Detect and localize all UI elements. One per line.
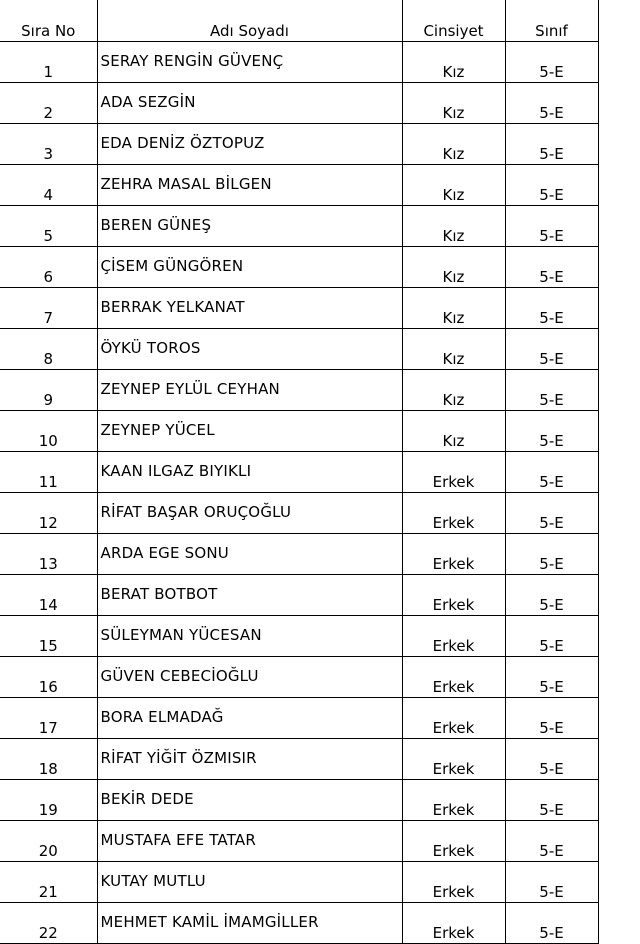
class-cell: 5-E — [505, 124, 598, 165]
gender-cell: Kız — [402, 370, 505, 411]
header-sinif: Sınıf — [505, 0, 598, 42]
gender-cell: Kız — [402, 288, 505, 329]
header-sira-no: Sıra No — [0, 0, 97, 42]
header-adi-soyadi: Adı Soyadı — [97, 0, 402, 42]
student-name-cell: RİFAT BAŞAR ORUÇOĞLU — [97, 493, 402, 534]
table-row — [0, 411, 640, 452]
row-number-cell: 9 — [0, 370, 97, 411]
row-number-cell: 4 — [0, 165, 97, 206]
row-number-cell: 3 — [0, 124, 97, 165]
table-row — [0, 903, 640, 944]
row-number-cell: 17 — [0, 698, 97, 739]
table-row — [0, 862, 640, 903]
table-row — [0, 452, 640, 493]
row-spacer — [598, 206, 640, 247]
header-row — [0, 0, 640, 42]
gender-cell: Erkek — [402, 493, 505, 534]
row-number-cell: 11 — [0, 452, 97, 493]
row-spacer — [598, 575, 640, 616]
row-spacer — [598, 739, 640, 780]
roster-body — [0, 42, 640, 944]
student-name-cell: SERAY RENGİN GÜVENÇ — [97, 42, 402, 83]
table-row — [0, 780, 640, 821]
gender-cell: Kız — [402, 124, 505, 165]
student-name-cell: EDA DENİZ ÖZTOPUZ — [97, 124, 402, 165]
student-name-cell: BEKİR DEDE — [97, 780, 402, 821]
student-name-cell: BORA ELMADAĞ — [97, 698, 402, 739]
table-row — [0, 534, 640, 575]
class-cell: 5-E — [505, 534, 598, 575]
table-row — [0, 575, 640, 616]
row-number-cell: 8 — [0, 329, 97, 370]
gender-cell: Kız — [402, 206, 505, 247]
gender-cell: Erkek — [402, 780, 505, 821]
row-spacer — [598, 698, 640, 739]
row-spacer — [598, 83, 640, 124]
class-cell: 5-E — [505, 575, 598, 616]
row-spacer — [598, 329, 640, 370]
table-row — [0, 288, 640, 329]
student-name-cell: ZEYNEP YÜCEL — [97, 411, 402, 452]
gender-cell: Erkek — [402, 821, 505, 862]
student-name-cell: BERRAK YELKANAT — [97, 288, 402, 329]
table-row — [0, 821, 640, 862]
class-cell: 5-E — [505, 329, 598, 370]
student-name-cell: GÜVEN CEBECİOĞLU — [97, 657, 402, 698]
row-number-cell: 5 — [0, 206, 97, 247]
gender-cell: Kız — [402, 411, 505, 452]
student-name-cell: ADA SEZGİN — [97, 83, 402, 124]
student-name-cell: BEREN GÜNEŞ — [97, 206, 402, 247]
gender-cell: Kız — [402, 247, 505, 288]
row-spacer — [598, 780, 640, 821]
student-name-cell: SÜLEYMAN YÜCESAN — [97, 616, 402, 657]
table-row — [0, 83, 640, 124]
table-row — [0, 493, 640, 534]
class-cell: 5-E — [505, 657, 598, 698]
row-spacer — [598, 821, 640, 862]
table-row — [0, 616, 640, 657]
row-spacer — [598, 124, 640, 165]
student-name-cell: ÖYKÜ TOROS — [97, 329, 402, 370]
gender-cell: Erkek — [402, 862, 505, 903]
table-row — [0, 42, 640, 83]
row-number-cell: 10 — [0, 411, 97, 452]
gender-cell: Erkek — [402, 698, 505, 739]
table-row — [0, 698, 640, 739]
class-cell: 5-E — [505, 206, 598, 247]
gender-cell: Kız — [402, 329, 505, 370]
student-name-cell: ÇİSEM GÜNGÖREN — [97, 247, 402, 288]
student-name-cell: KUTAY MUTLU — [97, 862, 402, 903]
row-spacer — [598, 616, 640, 657]
class-cell: 5-E — [505, 42, 598, 83]
row-number-cell: 2 — [0, 83, 97, 124]
table-row — [0, 165, 640, 206]
student-name-cell: ZEHRA MASAL BİLGEN — [97, 165, 402, 206]
row-number-cell: 7 — [0, 288, 97, 329]
row-spacer — [598, 165, 640, 206]
row-spacer — [598, 657, 640, 698]
gender-cell: Kız — [402, 42, 505, 83]
table-row — [0, 657, 640, 698]
class-cell: 5-E — [505, 493, 598, 534]
row-spacer — [598, 288, 640, 329]
class-cell: 5-E — [505, 452, 598, 493]
gender-cell: Erkek — [402, 657, 505, 698]
student-name-cell: RİFAT YİĞİT ÖZMISIR — [97, 739, 402, 780]
row-spacer — [598, 411, 640, 452]
class-cell: 5-E — [505, 780, 598, 821]
class-cell: 5-E — [505, 698, 598, 739]
class-cell: 5-E — [505, 165, 598, 206]
class-cell: 5-E — [505, 616, 598, 657]
class-cell: 5-E — [505, 288, 598, 329]
gender-cell: Kız — [402, 165, 505, 206]
row-number-cell: 12 — [0, 493, 97, 534]
table-row — [0, 739, 640, 780]
class-cell: 5-E — [505, 739, 598, 780]
student-name-cell: ZEYNEP EYLÜL CEYHAN — [97, 370, 402, 411]
row-number-cell: 21 — [0, 862, 97, 903]
class-cell: 5-E — [505, 862, 598, 903]
table-row — [0, 247, 640, 288]
class-cell: 5-E — [505, 247, 598, 288]
row-spacer — [598, 493, 640, 534]
row-number-cell: 6 — [0, 247, 97, 288]
header-spacer — [598, 0, 640, 42]
row-number-cell: 19 — [0, 780, 97, 821]
table-row — [0, 124, 640, 165]
class-cell: 5-E — [505, 821, 598, 862]
class-cell: 5-E — [505, 370, 598, 411]
row-number-cell: 1 — [0, 42, 97, 83]
row-spacer — [598, 452, 640, 493]
student-name-cell: MUSTAFA EFE TATAR — [97, 821, 402, 862]
row-spacer — [598, 42, 640, 83]
row-number-cell: 20 — [0, 821, 97, 862]
gender-cell: Erkek — [402, 575, 505, 616]
table-row — [0, 370, 640, 411]
table-row — [0, 329, 640, 370]
row-number-cell: 18 — [0, 739, 97, 780]
gender-cell: Erkek — [402, 616, 505, 657]
gender-cell: Erkek — [402, 534, 505, 575]
row-spacer — [598, 862, 640, 903]
row-number-cell: 13 — [0, 534, 97, 575]
row-spacer — [598, 247, 640, 288]
row-number-cell: 14 — [0, 575, 97, 616]
student-name-cell: MEHMET KAMİL İMAMGİLLER — [97, 903, 402, 944]
header-cinsiyet: Cinsiyet — [402, 0, 505, 42]
row-number-cell: 15 — [0, 616, 97, 657]
gender-cell: Erkek — [402, 452, 505, 493]
gender-cell: Kız — [402, 83, 505, 124]
row-spacer — [598, 534, 640, 575]
row-number-cell: 22 — [0, 903, 97, 944]
gender-cell: Erkek — [402, 903, 505, 944]
student-name-cell: BERAT BOTBOT — [97, 575, 402, 616]
student-name-cell: KAAN ILGAZ BIYIKLI — [97, 452, 402, 493]
row-spacer — [598, 370, 640, 411]
gender-cell: Erkek — [402, 739, 505, 780]
student-name-cell: ARDA EGE SONU — [97, 534, 402, 575]
row-spacer — [598, 903, 640, 944]
row-number-cell: 16 — [0, 657, 97, 698]
table-row — [0, 206, 640, 247]
class-cell: 5-E — [505, 903, 598, 944]
class-cell: 5-E — [505, 83, 598, 124]
class-cell: 5-E — [505, 411, 598, 452]
